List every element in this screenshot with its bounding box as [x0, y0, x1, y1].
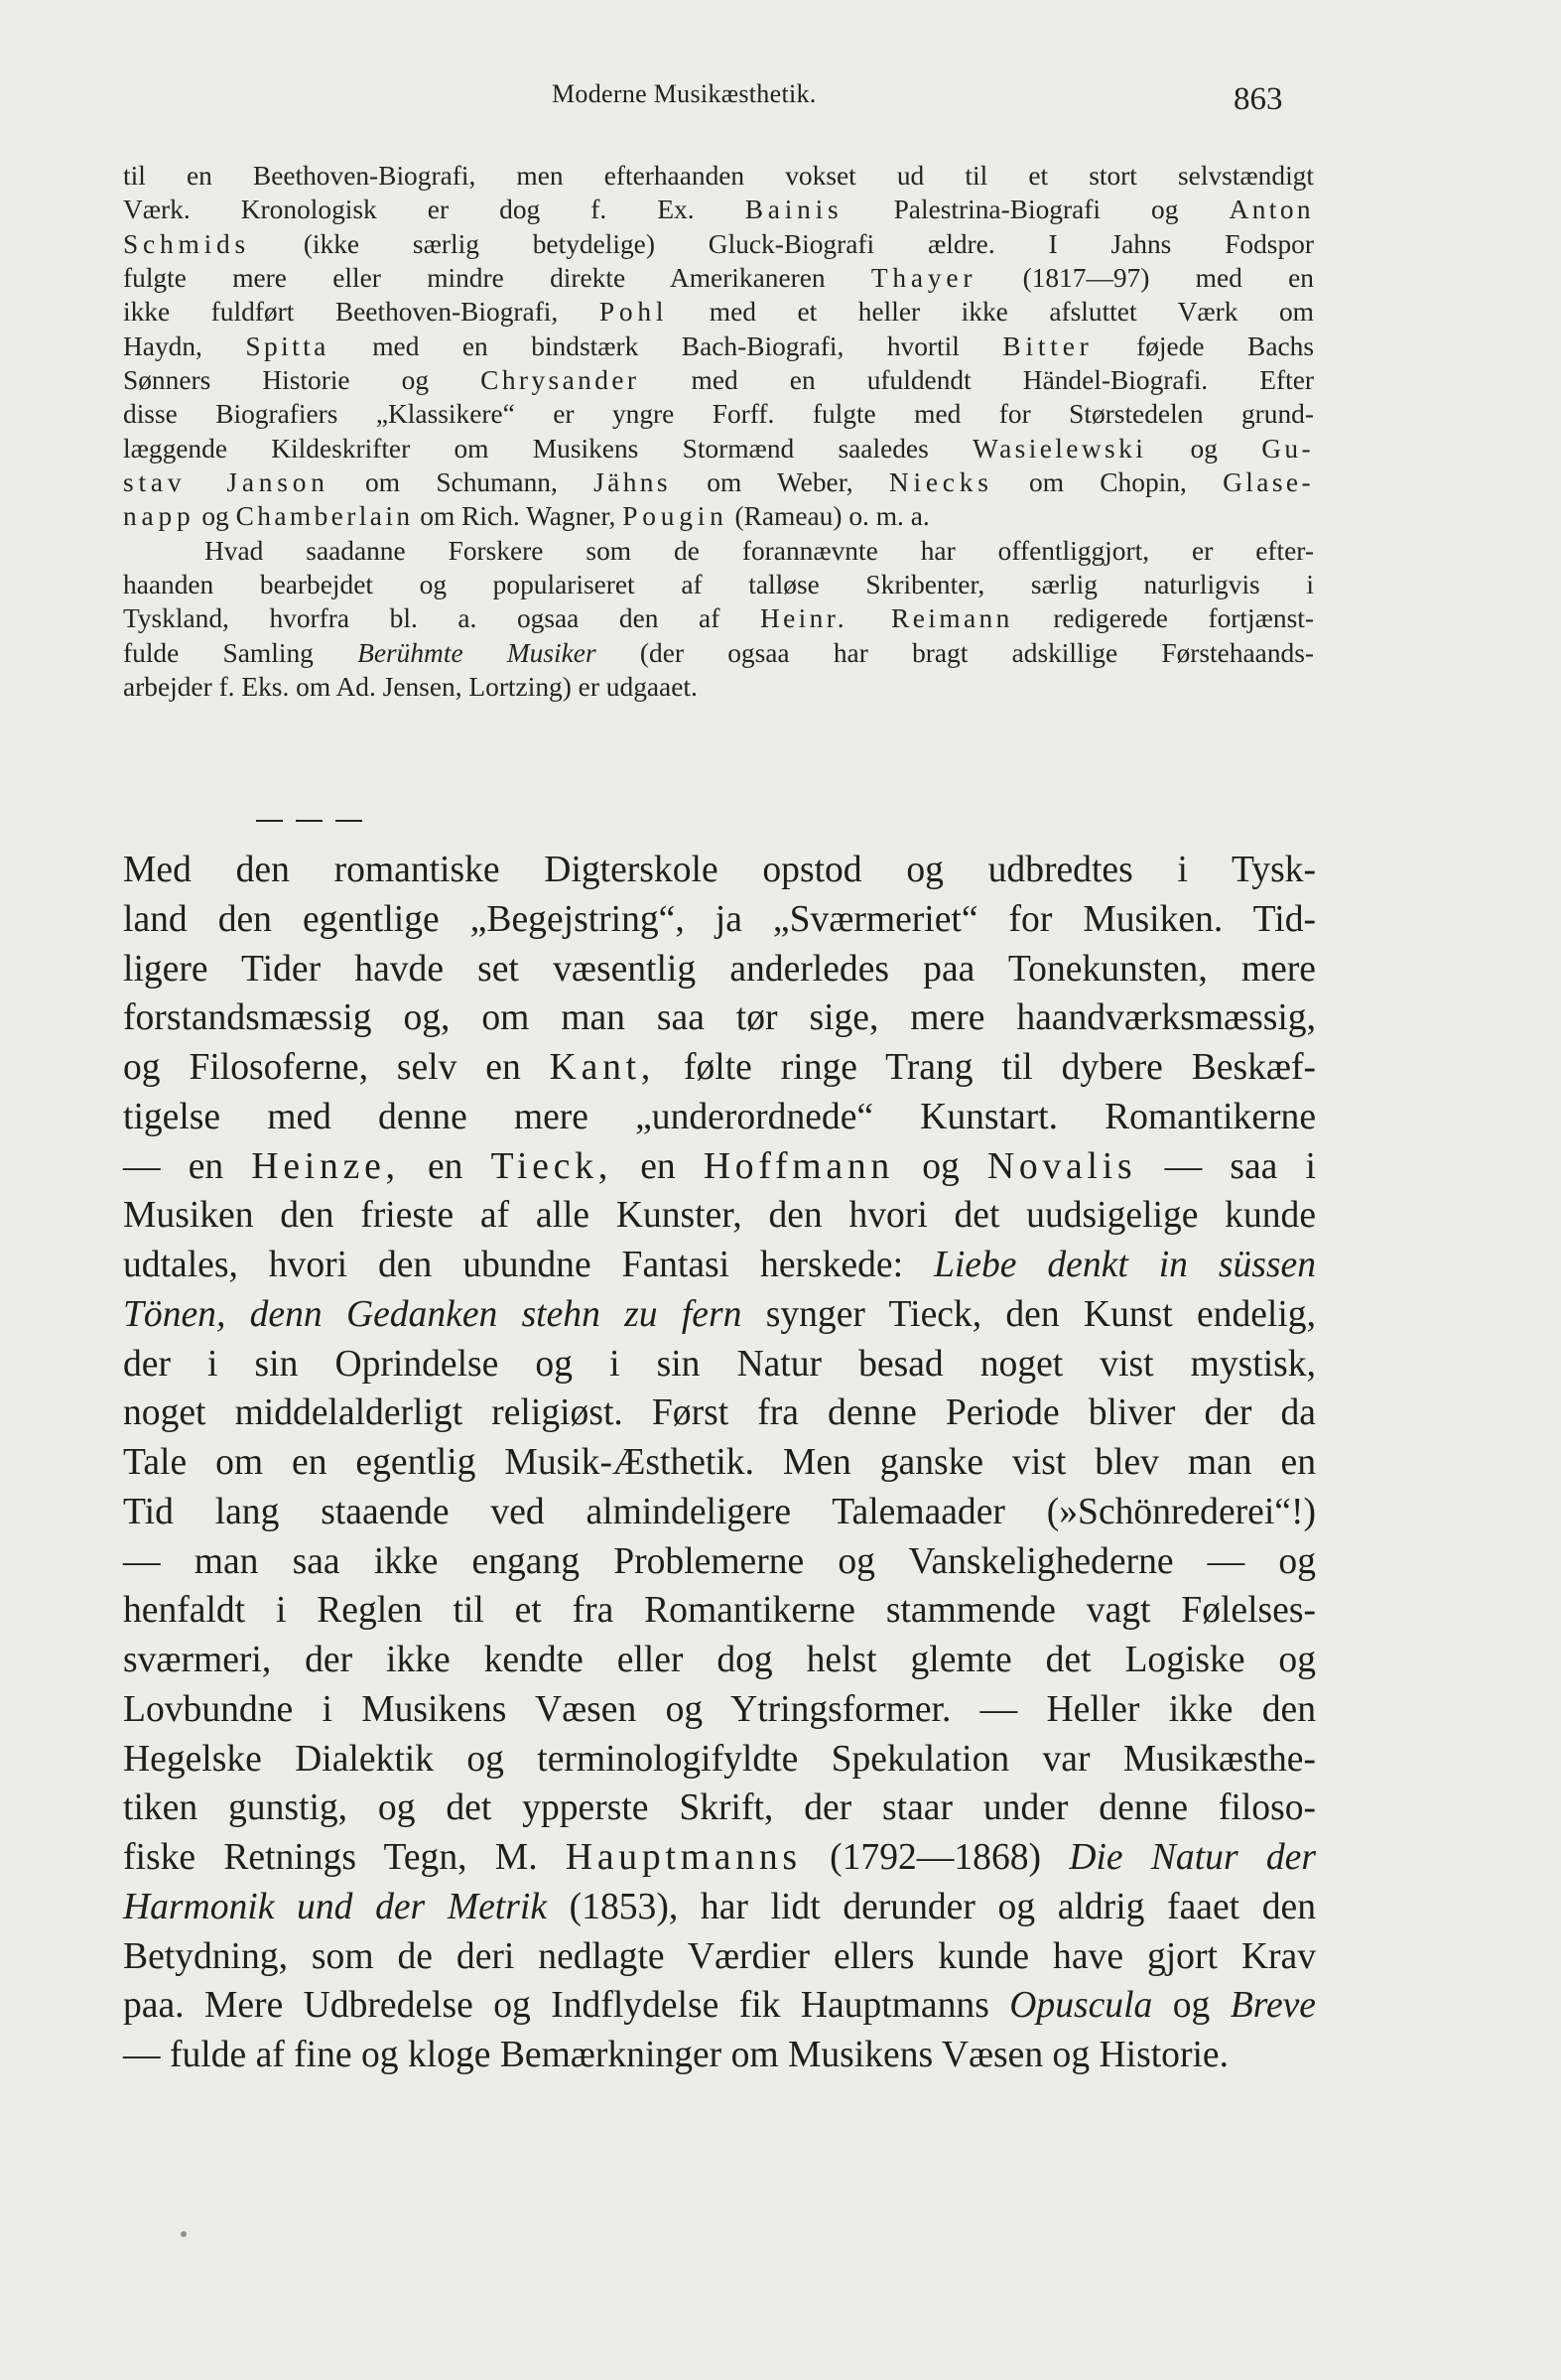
main-line: og Filosoferne, selv en Kant, følte ringe Trang til dybere Beskæf-: [123, 1047, 1316, 1088]
page-number: 863: [1234, 81, 1283, 117]
quotation: Tönen, denn Gedanken stehn zu fern: [123, 1293, 742, 1335]
main-line: — fulde af fine og kloge Bemærkninger om Musikens Væsen og Historie.: [123, 2035, 1229, 2075]
main-paragraph: [123, 846, 1316, 2080]
main-line: forstandsmæssig og, om man saa tør sige, mere haandværksmæssig,: [123, 997, 1316, 1039]
main-line: paa. Mere Udbredelse og Indflydelse fik Hauptmanns Opuscula og Breve: [123, 1985, 1316, 2027]
quotation: Liebe denkt in süssen: [933, 1245, 1316, 1285]
footnote-line: Tyskland, hvorfra bl. a. ogsaa den af Heinr. Reimann redigerede fortjænst-: [123, 603, 1314, 634]
main-line: Med den romantiske Digterskole opstod og udbredtes i Tysk-: [123, 850, 1316, 890]
main-line: henfaldt i Reglen til et fra Romantikerne stammende vagt Følelses-: [123, 1590, 1316, 1632]
book-title: Berühmte Musiker: [357, 637, 596, 668]
footnote-line: stav Janson om Schumann, Jähns om Weber, Niecks om Chopin, Glase-: [123, 467, 1314, 498]
running-header: [0, 71, 1561, 117]
main-line: fiske Retnings Tegn, M. Hauptmanns (1792—1868) Die Natur der: [123, 1837, 1316, 1878]
main-line: ligere Tider havde set væsentlig anderledes paa Tonekunsten, mere: [123, 948, 1316, 990]
main-line: Harmonik und der Metrik (1853), har lidt derunder og aldrig faaet den: [123, 1886, 1316, 1927]
section-separator: [256, 820, 365, 828]
main-line: Tönen, denn Gedanken stehn zu fern synger Tieck, den Kunst endelig,: [123, 1293, 1316, 1335]
main-line: land den egentlige „Begejstring“, ja „Sværmeriet“ for Musiken. Tid-: [123, 898, 1316, 940]
footnote-line: fulde Samling Berühmte Musiker (der ogsaa har bragt adskillige Førstehaands-: [123, 637, 1315, 668]
footnote-line: Sønners Historie og Chrysander med en ufuldendt Händel-Biografi. Efter: [123, 365, 1314, 396]
main-line: Hegelske Dialektik og terminologifyldte Spekulation var Musikæsthe-: [123, 1738, 1316, 1780]
footnote-line: haanden bearbejdet og populariseret af talløse Skribenter, særlig naturligvis i: [123, 570, 1314, 600]
main-line: Betydning, som de deri nedlagte Værdier ellers kunde have gjort Krav: [123, 1935, 1316, 1977]
running-title: Moderne Musikæsthetik.: [552, 79, 817, 108]
separator-dash: [256, 820, 283, 822]
main-line: Lovbundne i Musikens Væsen og Ytringsformer. — Heller ikke den: [123, 1688, 1316, 1730]
footnote-line: Hvad saadanne Forskere som de forannævnte har offentliggjort, er efter-: [204, 535, 1314, 566]
separator-dash: [335, 820, 362, 822]
main-line: Tale om en egentlig Musik-Æsthetik. Men ganske vist blev man en: [123, 1442, 1316, 1483]
print-mark-dot: [181, 2231, 187, 2237]
footnote-line: Haydn, Spitta med en bindstærk Bach-Biografi, hvortil Bitter føjede Bachs: [123, 331, 1314, 361]
book-title: Die Natur der: [1069, 1837, 1316, 1878]
main-line: tigelse med denne mere „underordnede“ Kunstart. Romantikerne: [123, 1096, 1316, 1137]
footnote-line: Værk. Kronologisk er dog f. Ex. Bainis Palestrina-Biografi og Anton: [123, 195, 1315, 225]
main-line: Tid lang staaende ved almindeligere Talemaader (»Schönrederei“!): [123, 1491, 1316, 1532]
main-line: tiken gunstig, og det ypperste Skrift, der staar under denne filoso-: [123, 1787, 1316, 1829]
main-line: — en Heinze, en Tieck, en Hoffmann og Novalis — saa i: [123, 1145, 1316, 1187]
main-line: der i sin Oprindelse og i sin Natur besad noget vist mystisk,: [123, 1343, 1316, 1385]
main-line: udtales, hvori den ubundne Fantasi herskede: Liebe denkt in süssen: [123, 1245, 1316, 1285]
main-line: — man saa ikke engang Problemerne og Vanskelighederne — og: [123, 1540, 1316, 1582]
footnote-line: ikke fuldført Beethoven-Biografi, Pohl med et heller ikke afsluttet Værk om: [123, 297, 1314, 328]
footnote-line: Schmids (ikke særlig betydelige) Gluck-Biografi ældre. I Jahns Fodspor: [123, 228, 1314, 259]
main-line: Musiken den frieste af alle Kunster, den hvori det uudsigelige kunde: [123, 1195, 1316, 1237]
footnote-line: disse Biografiers „Klassikere“ er yngre Forff. fulgte med for Størstedelen grund-: [123, 399, 1314, 430]
footnote-line: napp og Chamberlain om Rich. Wagner, Pougin (Rameau) o. m. a.: [123, 501, 930, 532]
footnote-line: læggende Kildeskrifter om Musikens Stormænd saaledes Wasielewski og Gu-: [123, 433, 1314, 463]
separator-dash: [296, 820, 323, 822]
book-title: Opuscula: [1009, 1985, 1153, 2027]
book-title: Harmonik und der Metrik: [123, 1886, 547, 1927]
main-line: noget middelalderligt religiøst. Først fra denne Periode bliver der da: [123, 1392, 1316, 1434]
footnote-block: [123, 159, 1314, 705]
main-line: sværmeri, der ikke kendte eller dog helst glemte det Logiske og: [123, 1640, 1316, 1680]
book-title: Breve: [1230, 1985, 1316, 2027]
footnote-line: til en Beethoven-Biografi, men efterhaanden vokset ud til et stort selvstændigt: [123, 161, 1314, 191]
footnote-line: arbejder f. Eks. om Ad. Jensen, Lortzing) er udgaaet.: [123, 672, 698, 703]
footnote-line: fulgte mere eller mindre direkte Amerikaneren Thayer (1817—97) med en: [123, 263, 1314, 294]
